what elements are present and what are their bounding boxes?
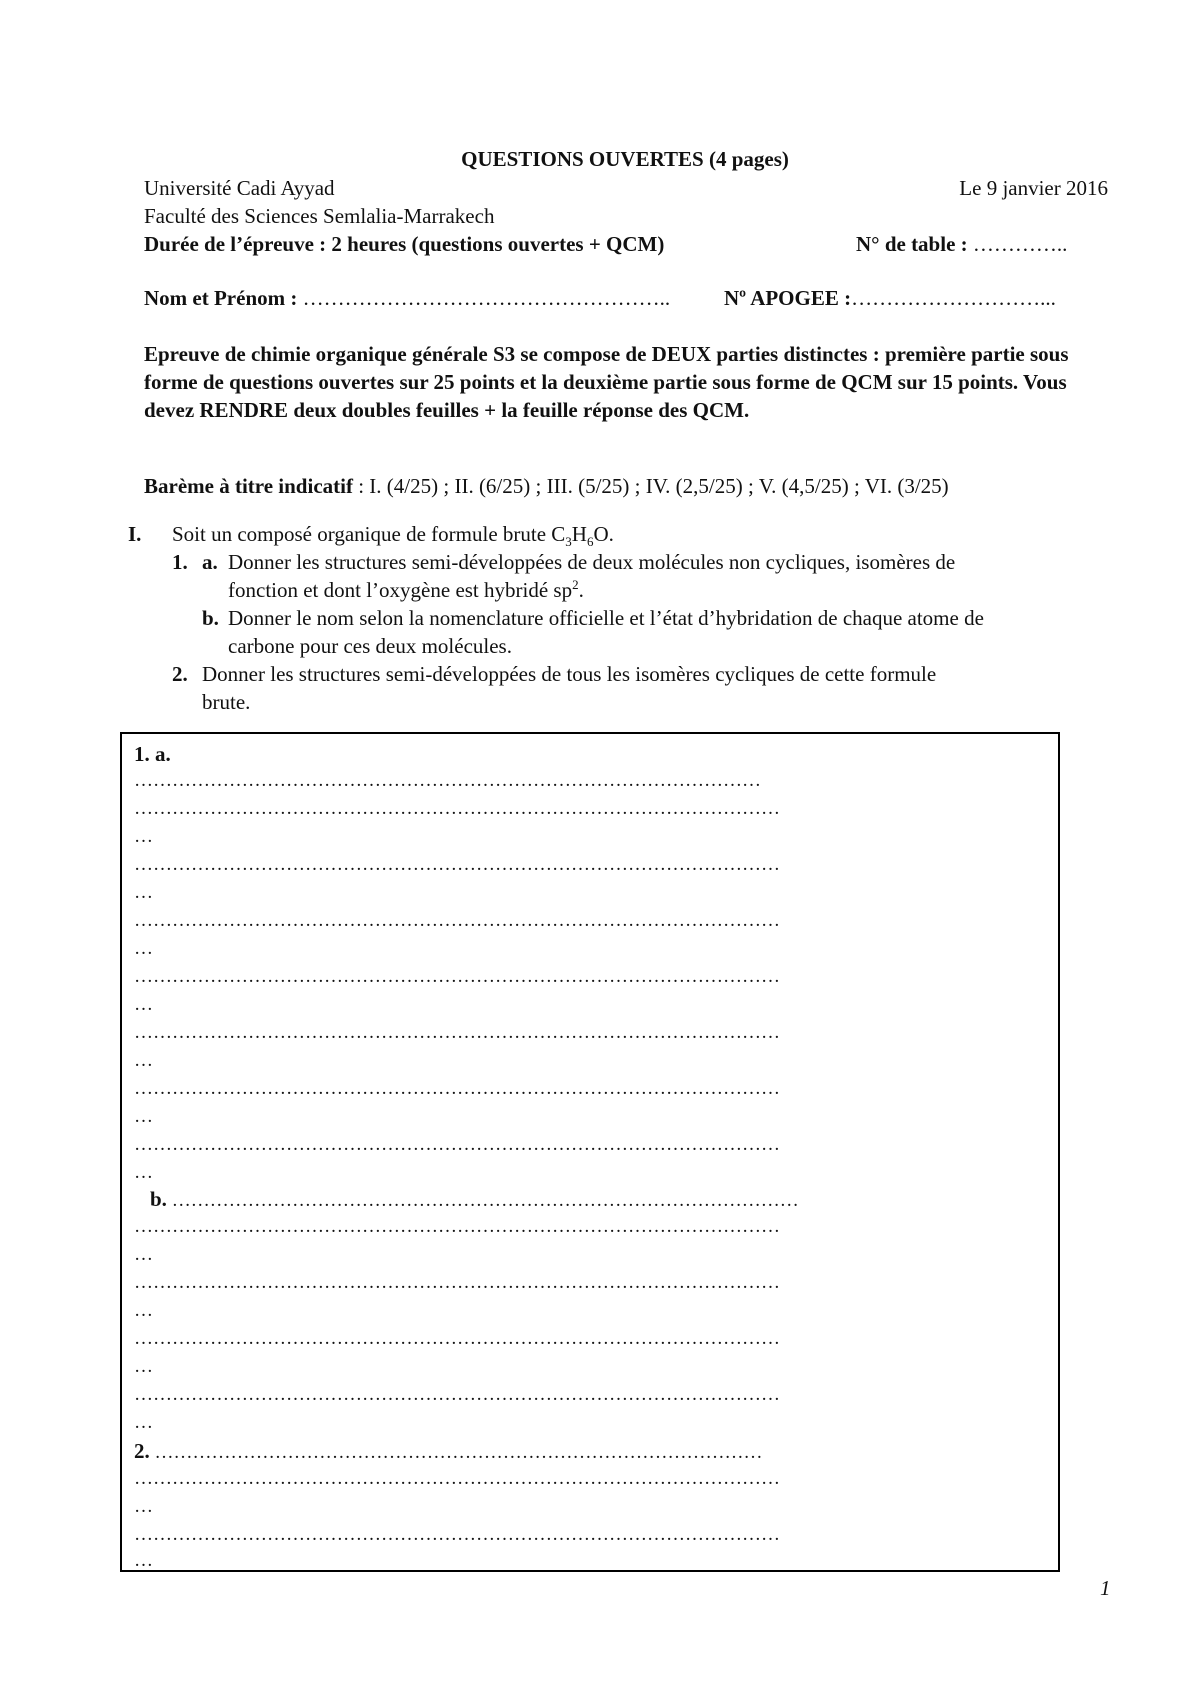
- apogee-dots: ………………………...: [851, 286, 1056, 310]
- answer-line[interactable]: …………………………………………………………………………………………: [134, 1524, 780, 1545]
- grading-scale-text: : I. (4/25) ; II. (6/25) ; III. (5/25) ; IV. (2,5/25) ; V. (4,5/25) ; VI. (3/25): [352, 474, 949, 498]
- answer-line-2[interactable]: 2. ……………………………………………………………………………………: [134, 1439, 763, 1463]
- faculty-name: Faculté des Sciences Semlalia-Marrakech: [144, 204, 495, 228]
- exam-date: Le 9 janvier 2016: [959, 176, 1108, 200]
- answer-line[interactable]: …………………………………………………………………………………………: [134, 1468, 780, 1489]
- answer-line[interactable]: …: [134, 1244, 153, 1265]
- apogee-label: Nº APOGEE :: [724, 286, 852, 310]
- table-number-field[interactable]: [856, 230, 1067, 258]
- document-title: QUESTIONS OUVERTES (4 pages): [461, 147, 789, 171]
- subquestion-1-number: 1.: [172, 550, 188, 574]
- name-dots: ……………………………………………..: [302, 286, 671, 310]
- university-name: Université Cadi Ayyad: [144, 176, 335, 200]
- subquestion-2-text: Donner les structures semi-développées de tous les isomères cycliques de cette formule: [202, 662, 937, 686]
- answer-label-1a: 1. a.: [134, 742, 171, 766]
- answer-line[interactable]: …: [134, 938, 153, 959]
- answer-line[interactable]: …: [134, 1412, 153, 1433]
- subquestion-1b-label: b.: [202, 606, 219, 630]
- question-number: I.: [128, 522, 142, 546]
- answer-line[interactable]: …………………………………………………………………………………………: [134, 854, 780, 875]
- answer-line[interactable]: …………………………………………………………………………………………: [134, 966, 780, 987]
- table-number-label: N° de table :: [856, 232, 968, 256]
- subquestion-2-number: 2.: [172, 662, 188, 686]
- subquestion-1a-text: Donner les structures semi-développées de deux molécules non cycliques, isomères de: [228, 550, 956, 574]
- subquestion-1b-text: Donner le nom selon la nomenclature officielle et l’état d’hybridation de chaque atome de: [228, 606, 984, 630]
- answer-line[interactable]: …………………………………………………………………………………………: [134, 1328, 780, 1349]
- question-intro: Soit un composé organique de formule brute $C_3H_6O$.: [172, 522, 614, 550]
- name-field[interactable]: [144, 284, 670, 312]
- answer-line[interactable]: …………………………………………………………………………………………: [134, 910, 780, 931]
- answer-line[interactable]: …: [134, 1496, 153, 1517]
- exam-duration: Durée de l’épreuve : 2 heures (questions ouvertes + QCM): [144, 232, 665, 256]
- answer-line[interactable]: …: [134, 882, 153, 903]
- table-number-dots: …………..: [972, 232, 1068, 256]
- page-number: 1: [1100, 1576, 1111, 1600]
- answer-label-2: 2.: [134, 1439, 150, 1463]
- answer-line[interactable]: …: [134, 1300, 153, 1321]
- answer-label-b: b.: [150, 1187, 167, 1211]
- answer-line[interactable]: …………………………………………………………………………………………: [134, 798, 780, 819]
- apogee-field[interactable]: [724, 284, 1056, 312]
- answer-line[interactable]: …: [134, 1162, 153, 1183]
- answer-line-b[interactable]: b. ………………………………………………………………………………………: [150, 1187, 799, 1211]
- answer-line[interactable]: …………………………………………………………………………………………: [134, 1216, 780, 1237]
- exam-instructions: Epreuve de chimie organique générale S3 se compose de DEUX parties distinctes : première partie sous forme de questions ouvertes sur 25 points et la deuxième partie sous forme de QCM sur 15 points. Vous devez RENDRE deux doubles feuilles + la feuille réponse des QCM.: [144, 342, 1069, 422]
- answer-line[interactable]: …: [134, 826, 153, 847]
- answer-line[interactable]: …………………………………………………………………………………………: [134, 1022, 780, 1043]
- answer-line[interactable]: …: [134, 1106, 153, 1127]
- subquestion-1a-text-cont: fonction et dont l’oxygène est hybridé $sp^2$.: [228, 577, 584, 602]
- name-label: Nom et Prénom :: [144, 286, 298, 310]
- answer-line[interactable]: ………………………………………………………………………………………: [134, 770, 761, 791]
- answer-line[interactable]: …: [134, 1356, 153, 1377]
- answer-line[interactable]: …………………………………………………………………………………………: [134, 1134, 780, 1155]
- answer-line[interactable]: …: [134, 994, 153, 1015]
- answer-line[interactable]: …………………………………………………………………………………………: [134, 1384, 780, 1405]
- grading-scale: [144, 472, 949, 500]
- grading-scale-label: Barème à titre indicatif: [144, 474, 353, 498]
- answer-line[interactable]: …: [134, 1050, 153, 1071]
- answer-line[interactable]: …………………………………………………………………………………………: [134, 1272, 780, 1293]
- answer-line[interactable]: …: [134, 1550, 153, 1571]
- answer-box[interactable]: [120, 732, 1060, 1572]
- subquestion-1b-text-cont: carbone pour ces deux molécules.: [228, 634, 512, 658]
- subquestion-1a-label: a.: [202, 550, 218, 574]
- subquestion-2-text-cont: brute.: [202, 690, 251, 714]
- answer-line[interactable]: …………………………………………………………………………………………: [134, 1078, 780, 1099]
